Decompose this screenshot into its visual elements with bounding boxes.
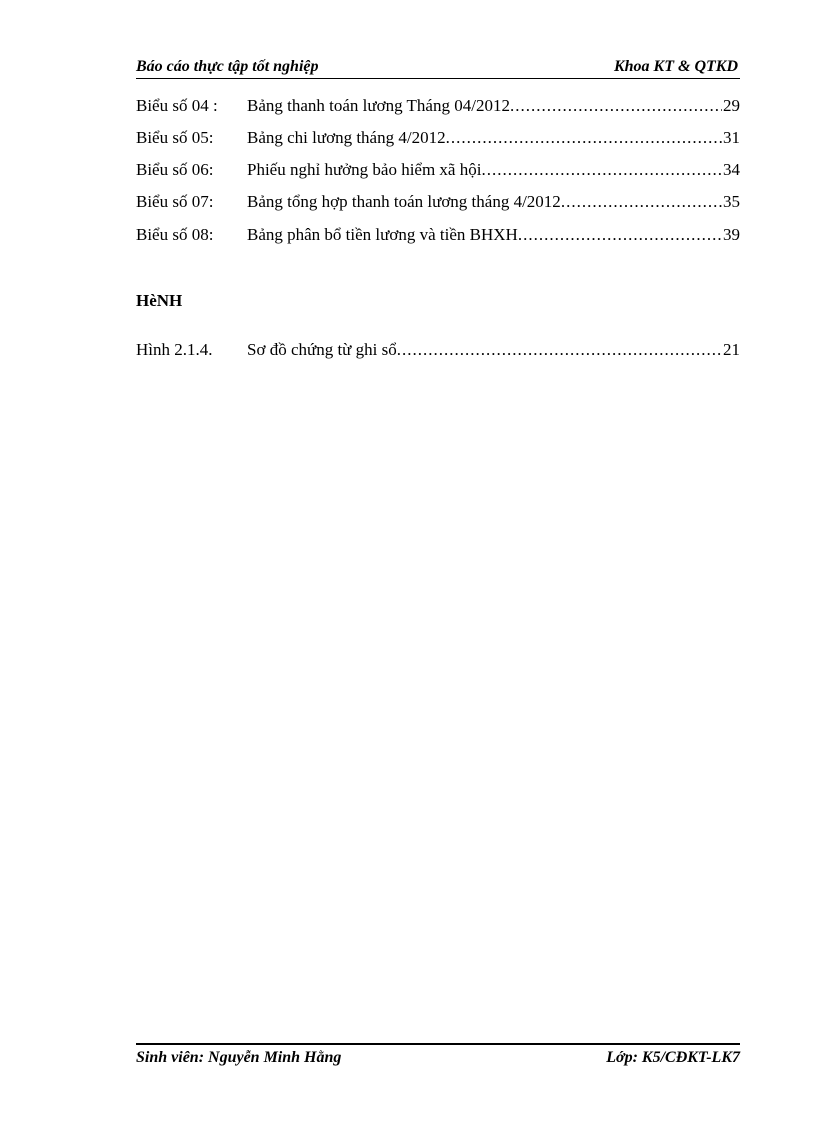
toc-entry-page: 34 bbox=[723, 160, 740, 179]
toc-entry-page: 21 bbox=[723, 340, 740, 359]
toc-entry-page: 39 bbox=[723, 225, 740, 244]
toc-entry-title: Bảng phân bổ tiền lương và tiền BHXH bbox=[247, 225, 518, 244]
dot-leader bbox=[481, 157, 722, 183]
toc-entry-label: Biểu số 08: bbox=[136, 225, 214, 244]
report-title: Báo cáo thực tập tốt nghiệp bbox=[136, 58, 319, 75]
dot-leader bbox=[561, 189, 722, 215]
toc-entry-table-07[interactable] bbox=[136, 189, 740, 215]
toc-entry-title: Bảng tổng hợp thanh toán lương tháng 4/2012 bbox=[247, 192, 561, 211]
toc-entry-table-04[interactable] bbox=[136, 93, 740, 119]
toc-entry-title: Sơ đồ chứng từ ghi sổ bbox=[247, 340, 397, 359]
toc-entry-table-08[interactable] bbox=[136, 222, 740, 248]
toc-entry-page: 31 bbox=[723, 128, 740, 147]
toc-entry-title: Phiếu nghỉ hưởng bảo hiểm xã hội bbox=[247, 160, 482, 179]
dot-leader bbox=[397, 337, 722, 363]
toc-entry-table-06[interactable] bbox=[136, 157, 740, 183]
toc-entry-label: Biểu số 05: bbox=[136, 128, 214, 147]
class-code: Lớp: K5/CĐKT-LK7 bbox=[606, 1049, 740, 1066]
toc-entry-title: Bảng thanh toán lương Tháng 04/2012 bbox=[247, 96, 510, 115]
dot-leader bbox=[446, 125, 722, 151]
toc-entry-page: 35 bbox=[723, 192, 740, 211]
student-name: Sinh viên: Nguyễn Minh Hằng bbox=[136, 1049, 342, 1066]
toc-entry-figure-2-1-4[interactable] bbox=[136, 337, 740, 363]
figures-section-heading: HèNH bbox=[136, 291, 183, 310]
dot-leader bbox=[510, 93, 722, 119]
toc-entry-label: Biểu số 07: bbox=[136, 192, 214, 211]
toc-entry-title: Bảng chi lương tháng 4/2012 bbox=[247, 128, 446, 147]
toc-entry-label: Hình 2.1.4. bbox=[136, 340, 213, 359]
dot-leader bbox=[518, 222, 722, 248]
page-footer bbox=[136, 1043, 740, 1071]
toc-entry-label: Biểu số 06: bbox=[136, 160, 214, 179]
toc-entry-table-05[interactable] bbox=[136, 125, 740, 151]
toc-entry-page: 29 bbox=[723, 96, 740, 115]
toc-entry-label: Biểu số 04 : bbox=[136, 96, 218, 115]
faculty-name: Khoa KT & QTKD bbox=[613, 58, 738, 75]
page-header bbox=[136, 56, 740, 79]
